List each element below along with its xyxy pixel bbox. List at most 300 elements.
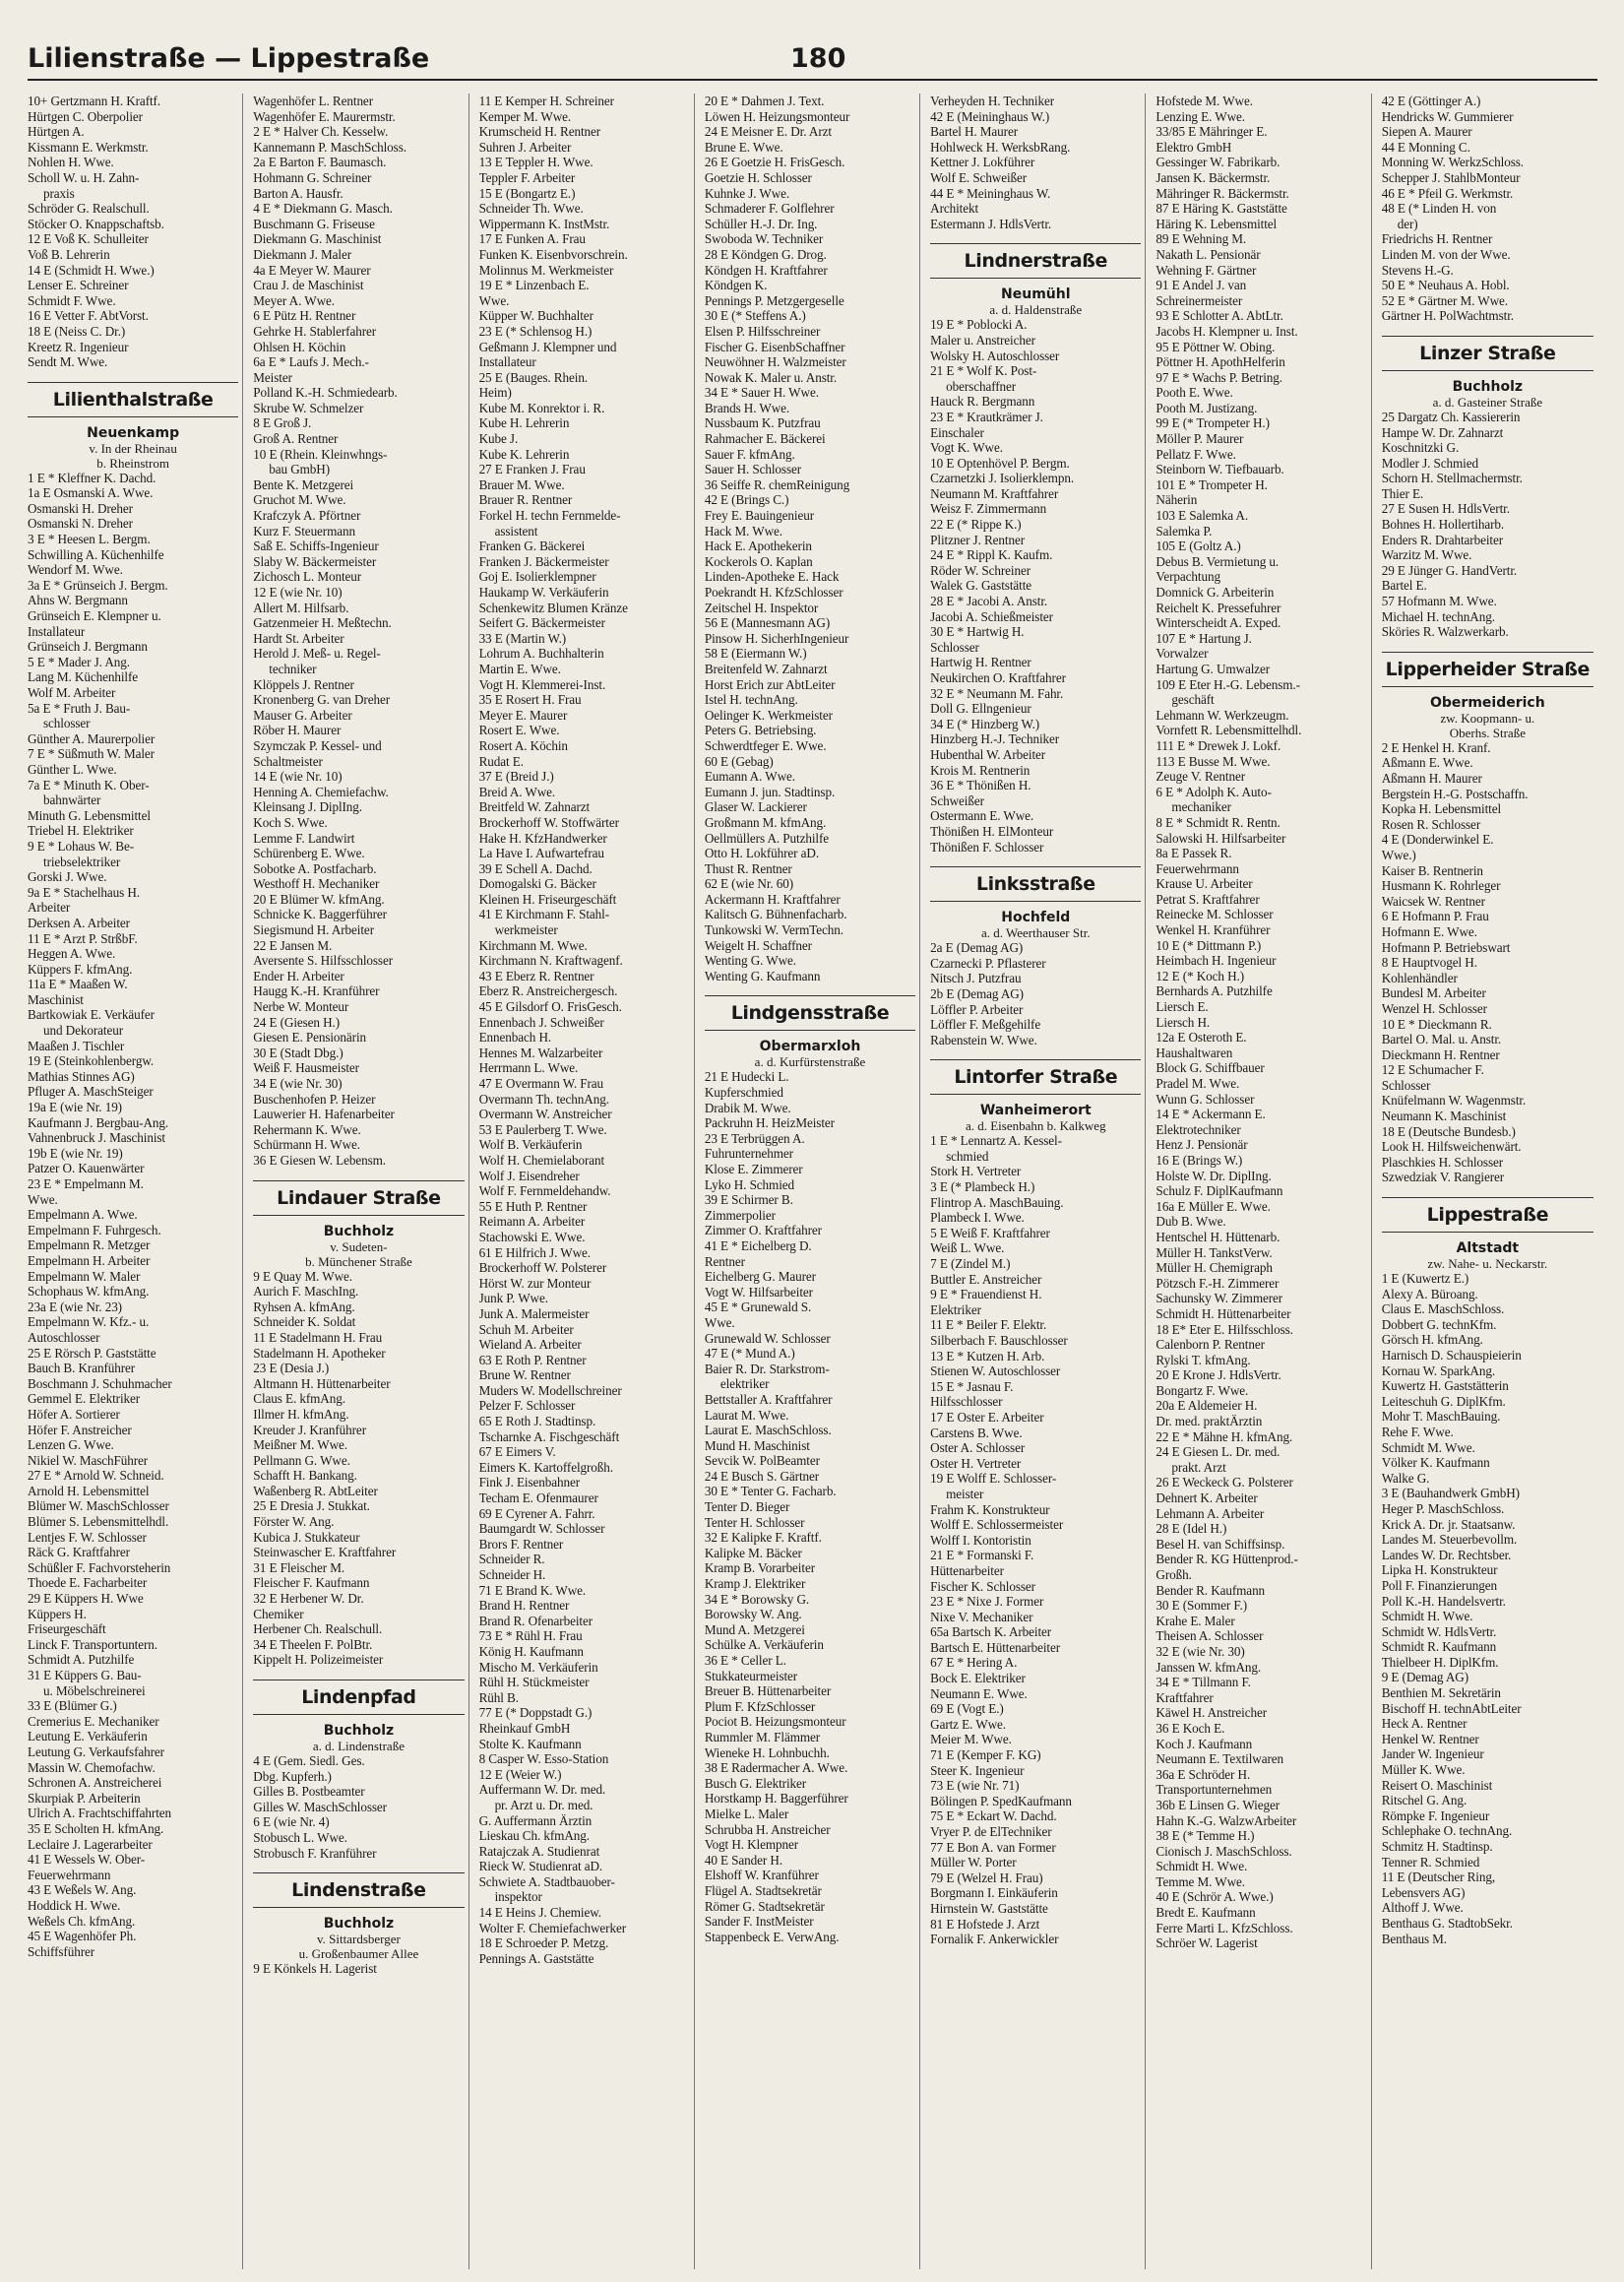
district-location-note: v. Sittardsberger — [317, 1932, 401, 1947]
resident-entry: Förster W. Ang. — [253, 1514, 335, 1530]
resident-entry: Kube H. Lehrerin — [478, 415, 570, 431]
resident-entry: triebselektriker — [43, 854, 121, 869]
resident-entry: Hürtgen C. Oberpolier — [28, 108, 143, 124]
resident-entry: Schlephake O. technAng. — [1381, 1823, 1513, 1839]
resident-entry: Schröer W. Lagerist — [1156, 1935, 1258, 1951]
resident-entry: 18 E (Neiss C. Dr.) — [28, 323, 126, 339]
resident-entry: 42 E (Meininghaus W.) — [930, 108, 1050, 124]
resident-entry: Auffermann W. Dr. med. — [478, 1782, 606, 1798]
resident-entry: 89 E Wehning M. — [1156, 231, 1247, 247]
resident-entry: Leiteschuh G. DiplKfm. — [1381, 1393, 1506, 1409]
resident-entry: Hauck R. Bergmann — [930, 394, 1035, 410]
resident-entry: Görsch H. kfmAng. — [1381, 1332, 1483, 1348]
resident-entry: Neukirchen O. Kraftfahrer — [930, 670, 1066, 685]
resident-entry: Meißner M. Wwe. — [253, 1437, 347, 1453]
resident-entry: 5 E * Mader J. Ang. — [28, 654, 130, 669]
resident-entry: 44 E * Meininghaus W. — [930, 185, 1051, 201]
resident-entry: 10 E (* Dittmann P.) — [1156, 937, 1262, 953]
resident-entry: Höfer F. Anstreicher — [28, 1422, 132, 1437]
resident-entry: 30 E (Stadt Dbg.) — [253, 1045, 344, 1060]
resident-entry: Löffler F. Meßgehilfe — [930, 1017, 1041, 1033]
resident-entry: Dobbert G. technKfm. — [1381, 1316, 1497, 1332]
resident-entry: Saß E. Schiffs-Ingenieur — [253, 539, 379, 554]
district-location-note: a. d. Eisenbahn b. Kalkweg — [965, 1118, 1106, 1134]
resident-entry: Kurz F. Steuermann — [253, 523, 355, 539]
resident-entry: Cionisch J. MaschSchloss. — [1156, 1843, 1292, 1859]
resident-entry: Bartkowiak E. Verkäufer — [28, 1007, 155, 1023]
resident-entry: Kreuder J. Kranführer — [253, 1422, 366, 1437]
resident-entry: Skrube W. Schmelzer — [253, 400, 364, 415]
resident-entry: Leclaire J. Lagerarbeiter — [28, 1836, 153, 1852]
resident-entry: 24 E Meisner E. Dr. Arzt — [704, 124, 832, 140]
resident-entry: Bender R. KG Hüttenprod.- — [1156, 1552, 1298, 1567]
resident-entry: 95 E Pöttner W. Obing. — [1156, 339, 1276, 354]
resident-entry: 4 E (Donderwinkel E. — [1381, 832, 1494, 848]
resident-entry: Techam E. Ofenmaurer — [478, 1490, 598, 1506]
resident-entry: 99 E (* Trompeter H.) — [1156, 415, 1270, 431]
resident-entry: Aurich F. MaschIng. — [253, 1284, 359, 1299]
resident-entry: Henz J. Pensionär — [1156, 1137, 1248, 1153]
resident-entry: Nixe V. Mechaniker — [930, 1609, 1033, 1624]
resident-entry: Steer K. Ingenieur — [930, 1762, 1025, 1778]
resident-entry: Gatzenmeier H. Meßtechn. — [253, 615, 392, 631]
resident-entry: Löwen H. Heizungsmonteur — [704, 108, 850, 124]
resident-entry: 69 E (Vogt E.) — [930, 1701, 1004, 1717]
resident-entry: 4 E (Gem. Siedl. Ges. — [253, 1753, 365, 1768]
directory-column — [1382, 94, 1597, 2269]
resident-entry: Wwe. — [28, 1191, 58, 1207]
resident-entry: Lauwerier H. Hafenarbeiter — [253, 1107, 395, 1122]
resident-entry: Wolff E. Schlossermeister — [930, 1517, 1064, 1533]
resident-entry: Gilles B. Postbeamter — [253, 1784, 365, 1800]
resident-entry: Mielke L. Maler — [704, 1806, 789, 1821]
resident-entry: Kube M. Konrektor i. R. — [478, 400, 605, 415]
resident-entry: Kalitsch G. Bühnenfacharb. — [704, 907, 847, 922]
resident-entry: 42 E (Göttinger A.) — [1381, 94, 1481, 108]
resident-entry: 43 E Eberz R. Rentner — [478, 968, 594, 983]
resident-entry: Bergstein H.-G. Postschaffn. — [1381, 786, 1529, 801]
resident-entry: 13 E * Kutzen H. Arb. — [930, 1348, 1045, 1363]
resident-entry: 65a Bartsch K. Arbeiter — [930, 1624, 1052, 1640]
resident-entry: 11 E Kemper H. Schreiner — [478, 94, 614, 108]
resident-entry: Bartel H. Maurer — [930, 124, 1018, 140]
district-heading: Obermeiderich — [1430, 694, 1545, 711]
resident-entry: Funken K. Eisenbvorschrein. — [478, 246, 628, 262]
resident-entry: Herrmann L. Wwe. — [478, 1060, 579, 1076]
resident-entry: bahnwärter — [43, 792, 101, 808]
resident-entry: Völker K. Kaufmann — [1381, 1455, 1490, 1471]
resident-entry: Boschmann J. Schuhmacher — [28, 1375, 172, 1391]
resident-entry: Bundesl M. Arbeiter — [1381, 985, 1486, 1001]
resident-entry: Elshoff W. Kranführer — [704, 1868, 819, 1883]
resident-entry: Groß A. Rentner — [253, 431, 339, 447]
resident-entry: 103 E Salemka A. — [1156, 508, 1249, 524]
resident-entry: 57 Hofmann M. Wwe. — [1381, 594, 1497, 609]
resident-entry: Domogalski G. Bäcker — [478, 876, 596, 892]
resident-entry: Giesen E. Pensionärin — [253, 1030, 367, 1046]
resident-entry: Thönißen F. Schlosser — [930, 839, 1044, 855]
resident-entry: Tscharnke A. Fischgeschäft — [478, 1428, 620, 1444]
resident-entry: Sevcik W. PolBeamter — [704, 1453, 820, 1469]
resident-entry: Brockerhoff W. Polsterer — [478, 1260, 607, 1276]
resident-entry: Vogt H. Klempner — [704, 1837, 799, 1853]
resident-entry: Krafczyk A. Pförtner — [253, 508, 361, 524]
resident-entry: Vornfett R. Lebensmittelhdl. — [1156, 723, 1302, 738]
resident-entry: Brauer R. Rentner — [478, 492, 573, 508]
resident-entry: Elektro GmbH — [1156, 139, 1232, 155]
resident-entry: 5a E * Fruth J. Bau- — [28, 700, 131, 716]
resident-entry: 21 E * Formanski F. — [930, 1548, 1034, 1563]
resident-entry: Carstens B. Wwe. — [930, 1425, 1023, 1440]
resident-entry: Seifert G. Bäckermeister — [478, 615, 605, 631]
resident-entry: 24 E (Giesen H.) — [253, 1014, 341, 1030]
resident-entry: Pöttner H. ApothHelferin — [1156, 354, 1285, 370]
resident-entry: Weiß L. Wwe. — [930, 1240, 1005, 1256]
resident-entry: Wolf J. Eisendreher — [478, 1168, 580, 1183]
resident-entry: 1a E Osmanski A. Wwe. — [28, 485, 154, 501]
resident-entry: Meier M. Wwe. — [930, 1732, 1012, 1747]
resident-entry: Linden M. von der Wwe. — [1381, 246, 1511, 262]
resident-entry: 17 E Funken A. Frau — [478, 231, 586, 247]
resident-entry: 26 E Goetzie H. FrisGesch. — [704, 155, 845, 170]
resident-entry: Nakath L. Pensionär — [1156, 246, 1261, 262]
resident-entry: 31 E Fleischer M. — [253, 1559, 345, 1575]
resident-entry: 45 E Gilsdorf O. FrisGesch. — [478, 999, 622, 1015]
resident-entry: Glaser W. Lackierer — [704, 799, 807, 815]
resident-entry: 48 E (* Linden H. von — [1381, 201, 1497, 217]
resident-entry: 4 E * Diekmann G. Masch. — [253, 201, 393, 217]
resident-entry: Kubica J. Stukkateur — [253, 1529, 360, 1545]
directory-column — [705, 94, 920, 2269]
resident-entry: 56 E (Mannesmann AG) — [704, 615, 831, 631]
resident-entry: Hentschel H. Hüttenarb. — [1156, 1229, 1280, 1244]
resident-entry: Hack E. Apothekerin — [704, 539, 812, 554]
resident-entry: Block G. Schiffbauer — [1156, 1060, 1265, 1076]
district-heading: Buchholz — [323, 1223, 395, 1239]
resident-entry: Fuhrunternehmer — [704, 1146, 793, 1162]
resident-entry: Küppers H. — [28, 1606, 87, 1621]
resident-entry: Tunkowski W. VermTechn. — [704, 922, 843, 938]
resident-entry: Zichosch L. Monteur — [253, 569, 362, 585]
resident-entry: 9 E * Frauendienst H. — [930, 1287, 1042, 1302]
resident-entry: Wwe.) — [1381, 847, 1416, 862]
resident-entry: Eumann J. jun. Stadtinsp. — [704, 784, 836, 799]
resident-entry: Bölingen P. SpedKaufmann — [930, 1793, 1072, 1808]
resident-entry: 7a E * Minuth K. Ober- — [28, 777, 150, 792]
resident-entry: Pötzsch F.-H. Zimmerer — [1156, 1275, 1280, 1291]
resident-entry: Benthaus G. StadtobSekr. — [1381, 1915, 1513, 1931]
resident-entry: 16a E Müller E. Wwe. — [1156, 1198, 1271, 1214]
resident-entry: Kissmann E. Werkmstr. — [28, 139, 149, 155]
resident-entry: 36 E * Thönißen H. — [930, 778, 1031, 793]
resident-entry: Aßmann H. Maurer — [1381, 771, 1482, 786]
resident-entry: Wolf B. Verkäuferin — [478, 1137, 583, 1153]
district-location-note: v. In der Rheinau — [89, 440, 177, 456]
resident-entry: Tenter H. Schlosser — [704, 1514, 805, 1530]
resident-entry: Osmanski H. Dreher — [28, 500, 133, 516]
resident-entry: 75 E * Eckart W. Dachd. — [930, 1808, 1057, 1824]
resident-entry: Pinsow H. SicherhIngenieur — [704, 630, 849, 646]
resident-entry: 36 E Koch E. — [1156, 1720, 1225, 1736]
resident-entry: Schmidt A. Putzhilfe — [28, 1652, 135, 1668]
resident-entry: Swoboda W. Techniker — [704, 231, 824, 247]
resident-entry: Thielbeer H. DiplKfm. — [1381, 1654, 1499, 1670]
resident-entry: 8 E * Schmidt R. Rentn. — [1156, 814, 1280, 830]
resident-entry: 38 E (* Temme H.) — [1156, 1828, 1255, 1844]
resident-entry: Heger P. MaschSchloss. — [1381, 1500, 1505, 1516]
resident-entry: Höfer A. Sortierer — [28, 1406, 120, 1422]
resident-entry: Römpke F. Ingenieur — [1381, 1807, 1490, 1823]
resident-entry: Geßmann J. Klempner und — [478, 339, 617, 354]
resident-entry: Brand R. Ofenarbeiter — [478, 1613, 593, 1628]
resident-entry: Ahns W. Bergmann — [28, 593, 128, 608]
resident-entry: Möller P. Maurer — [1156, 431, 1244, 447]
resident-entry: Illmer H. kfmAng. — [253, 1406, 349, 1422]
resident-entry: 41 E Wessels W. Ober- — [28, 1852, 146, 1868]
resident-entry: Sendt M. Wwe. — [28, 354, 108, 370]
resident-entry: Stachowski E. Wwe. — [478, 1229, 586, 1244]
resident-entry: Koch J. Kaufmann — [1156, 1736, 1253, 1751]
resident-entry: Schaltmeister — [253, 753, 323, 769]
resident-entry: Schneider R. — [478, 1552, 545, 1567]
resident-entry: Kuhnke J. Wwe. — [704, 185, 790, 201]
directory-column — [479, 94, 695, 2269]
resident-entry: und Dekorateur — [43, 1023, 123, 1039]
resident-entry: Kupferschmied — [704, 1085, 783, 1101]
resident-entry: Busch G. Elektriker — [704, 1775, 807, 1791]
resident-entry: Näherin — [1156, 492, 1198, 508]
district-location-note: v. Sudeten- — [330, 1238, 388, 1254]
district-heading: Obermarxloh — [759, 1039, 861, 1055]
resident-entry: 14 E Heins J. Chemiew. — [478, 1905, 601, 1921]
resident-entry: 71 E Brand K. Wwe. — [478, 1582, 587, 1598]
district-heading: Wanheimerort — [979, 1103, 1092, 1119]
resident-entry: Schmidt F. Wwe. — [28, 292, 116, 308]
resident-entry: Großh. — [1156, 1567, 1192, 1582]
resident-entry: Wippermann K. InstMstr. — [478, 216, 610, 231]
resident-entry: 15 E * Jasnau F. — [930, 1378, 1014, 1394]
resident-entry: 11 E (Deutscher Ring, — [1381, 1870, 1496, 1885]
resident-entry: 91 E Andel J. van — [1156, 278, 1247, 293]
resident-entry: Borgmann I. Einkäuferin — [930, 1885, 1058, 1901]
resident-entry: Enders R. Drahtarbeiter — [1381, 532, 1504, 547]
district-location-note: a. d. Lindenstraße — [312, 1739, 405, 1753]
resident-entry: Mund H. Maschinist — [704, 1437, 810, 1453]
resident-entry: Vahnenbruck J. Maschinist — [28, 1130, 165, 1146]
resident-entry: Friseurgeschäft — [28, 1621, 106, 1637]
resident-entry: Fischer G. EisenbSchaffner — [704, 339, 845, 354]
resident-entry: Neumann E. Wwe. — [930, 1685, 1028, 1701]
resident-entry: Strobusch F. Kranführer — [253, 1845, 377, 1861]
resident-entry: Schmaderer F. Golflehrer — [704, 201, 835, 217]
resident-entry: 21 E * Wolf K. Post- — [930, 363, 1037, 379]
resident-entry: Althoff J. Wwe. — [1381, 1900, 1464, 1916]
resident-entry: Czarnecki P. Pflasterer — [930, 955, 1046, 971]
resident-entry: 7 E (Zindel M.) — [930, 1256, 1011, 1272]
resident-entry: Wenkel H. Kranführer — [1156, 922, 1271, 938]
resident-entry: Slaby W. Bäckermeister — [253, 553, 377, 569]
resident-entry: Goj E. Isolierklempner — [478, 569, 596, 585]
street-heading: Lindgensstraße — [705, 995, 915, 1031]
resident-entry: Hirnstein W. Gaststätte — [930, 1900, 1048, 1916]
directory-column — [930, 94, 1146, 2269]
resident-entry: Hubenthal W. Arbeiter — [930, 746, 1046, 762]
resident-entry: Junk P. Wwe. — [478, 1291, 548, 1306]
resident-entry: Salemka P. — [1156, 523, 1213, 539]
resident-entry: 23 E * Nixe J. Former — [930, 1594, 1044, 1610]
resident-entry: Schronen A. Anstreicherei — [28, 1775, 162, 1791]
resident-entry: 11 E * Arzt P. StrßbF. — [28, 930, 138, 946]
resident-entry: Tenter D. Bieger — [704, 1499, 790, 1515]
resident-entry: Schuh M. Arbeiter — [478, 1321, 574, 1337]
resident-entry: Vryer P. de ElTechniker — [930, 1824, 1052, 1839]
resident-entry: 8 E Hauptvogel H. — [1381, 955, 1477, 971]
resident-entry: Empelmann W. Kfz.- u. — [28, 1314, 150, 1330]
resident-entry: Schröder G. Realschull. — [28, 201, 150, 217]
resident-entry: 39 E Schell A. Dachd. — [478, 860, 593, 876]
resident-entry: Goetzie H. Schlosser — [704, 169, 812, 185]
resident-entry: Henning A. Chemiefachw. — [253, 784, 389, 799]
resident-entry: Mähringer R. Bäckermstr. — [1156, 185, 1289, 201]
resident-entry: Buschenhofen P. Heizer — [253, 1091, 376, 1107]
street-heading: Lipperheider Straße — [1382, 652, 1593, 687]
resident-entry: Pooth E. Wwe. — [1156, 385, 1233, 401]
resident-entry: Bernhards A. Putzhilfe — [1156, 983, 1273, 999]
resident-entry: Pfluger A. MaschSteiger — [28, 1084, 154, 1100]
resident-entry: bau GmbH) — [269, 462, 331, 477]
directory-columns — [28, 94, 1597, 2269]
resident-entry: Hartung G. Umwalzer — [1156, 661, 1271, 676]
resident-entry: Laurat M. Wwe. — [704, 1407, 789, 1423]
resident-entry: 23 E * Krautkrämer J. — [930, 409, 1043, 424]
directory-column — [253, 94, 468, 2269]
resident-entry: 55 E Huth P. Rentner — [478, 1198, 588, 1214]
resident-entry: Diekmann G. Maschinist — [253, 231, 382, 247]
resident-entry: Günther L. Wwe. — [28, 761, 117, 777]
resident-entry: 18 E (Deutsche Bundesb.) — [1381, 1123, 1516, 1139]
resident-entry: Kopka H. Lebensmittel — [1381, 801, 1502, 817]
resident-entry: 18 E Schroeder P. Metzg. — [478, 1935, 609, 1951]
resident-entry: Lieskau Ch. kfmAng. — [478, 1828, 590, 1844]
page-title: Lilienstraße — Lippestraße — [28, 43, 430, 74]
resident-entry: 109 E Eter H.-G. Lebensm.- — [1156, 676, 1300, 692]
resident-entry: 34 E * Sauer H. Wwe. — [704, 385, 819, 401]
resident-entry: 38 E Radermacher A. Wwe. — [704, 1760, 848, 1776]
resident-entry: Rosert E. Wwe. — [478, 723, 560, 738]
resident-entry: 25 Dargatz Ch. Kassiererin — [1381, 409, 1521, 424]
resident-entry: 20 E * Dahmen J. Text. — [704, 94, 825, 108]
resident-entry: Plum F. KfzSchlosser — [704, 1698, 816, 1714]
resident-entry: Ackermann H. Kraftfahrer — [704, 891, 841, 907]
resident-entry: Großmann M. kfmAng. — [704, 814, 827, 830]
resident-entry: Meyer A. Wwe. — [253, 292, 335, 308]
resident-entry: Hahn K.-G. WalzwArbeiter — [1156, 1812, 1297, 1828]
resident-entry: Meyer E. Maurer — [478, 707, 568, 723]
resident-entry: Baumgardt W. Schlosser — [478, 1521, 605, 1537]
resident-entry: Lenzen G. Wwe. — [28, 1437, 114, 1453]
resident-entry: Schmidt H. Hüttenarbeiter — [1156, 1305, 1291, 1321]
resident-entry: Linck F. Transportuntern. — [28, 1636, 157, 1652]
resident-entry: Transportunternehmen — [1156, 1782, 1273, 1798]
resident-entry: 30 E * Tenter G. Facharb. — [704, 1484, 837, 1499]
resident-entry: Barton A. Hausfr. — [253, 185, 344, 201]
district-heading: Buchholz — [323, 1723, 395, 1739]
resident-entry: Brockerhoff W. Stoffwärter — [478, 814, 619, 830]
district-location-note: zw. Koopmann- u. — [1440, 710, 1535, 726]
resident-entry: Wwe. — [704, 1314, 735, 1330]
resident-entry: Wenting G. Wwe. — [704, 953, 796, 969]
resident-entry: Frey E. Bauingenieur — [704, 508, 815, 524]
resident-entry: Stöcker O. Knappschaftsb. — [28, 216, 164, 231]
resident-entry: 34 E (wie Nr. 30) — [253, 1076, 343, 1091]
resident-entry: Schmidt H. Wwe. — [1381, 1609, 1473, 1624]
resident-entry: Steinborn W. Tiefbauarb. — [1156, 462, 1284, 477]
resident-entry: Chemiker — [253, 1606, 304, 1621]
resident-entry: Reisert O. Maschinist — [1381, 1777, 1493, 1793]
resident-entry: Schwilling A. Küchenhilfe — [28, 546, 164, 562]
resident-entry: Haushaltwaren — [1156, 1045, 1233, 1060]
district-heading: Buchholz — [323, 1916, 395, 1933]
resident-entry: 3a E * Grünseich J. Bergm. — [28, 577, 168, 593]
resident-entry: Vogt K. Wwe. — [930, 440, 1003, 456]
resident-entry: 35 E Rosert H. Frau — [478, 692, 582, 708]
resident-entry: 28 E Köndgen G. Drog. — [704, 246, 827, 262]
resident-entry: 8 E Groß J. — [253, 415, 312, 431]
resident-entry: Reichelt K. Pressefuhrer — [1156, 600, 1281, 615]
resident-entry: 18 E* Eter E. Hilfsschloss. — [1156, 1321, 1293, 1337]
resident-entry: Bettstaller A. Kraftfahrer — [704, 1391, 833, 1407]
resident-entry: Plambeck I. Wwe. — [930, 1210, 1025, 1226]
resident-entry: Lipka H. Konstrukteur — [1381, 1562, 1498, 1578]
resident-entry: Leutung E. Verkäuferin — [28, 1729, 148, 1744]
resident-entry: Bauch B. Kranführer — [28, 1361, 136, 1376]
resident-entry: 19 E * Linzenbach E. — [478, 278, 590, 293]
resident-entry: Mischo M. Verkäuferin — [478, 1659, 598, 1675]
resident-entry: Kalipke M. Bäcker — [704, 1545, 802, 1560]
resident-entry: 42 E (Brings C.) — [704, 492, 789, 508]
resident-entry: Eberz R. Anstreichergesch. — [478, 983, 618, 999]
resident-entry: 27 E * Arnold W. Schneid. — [28, 1468, 164, 1484]
resident-entry: Teppler F. Arbeiter — [478, 169, 576, 185]
resident-entry: Empelmann W. Maler — [28, 1268, 141, 1284]
resident-entry: 105 E (Goltz A.) — [1156, 539, 1241, 554]
resident-entry: Fink J. Eisenbahner — [478, 1475, 581, 1490]
resident-entry: Rabenstein W. Wwe. — [930, 1032, 1037, 1047]
resident-entry: Dub B. Wwe. — [1156, 1214, 1226, 1230]
resident-entry: Gemmel E. Elektriker — [28, 1391, 141, 1407]
resident-entry: Landes W. Dr. Rechtsber. — [1381, 1547, 1512, 1562]
resident-entry: werkmeister — [494, 922, 558, 938]
resident-entry: Hack M. Wwe. — [704, 523, 782, 539]
resident-entry: Kaiser B. Rentnerin — [1381, 862, 1483, 878]
resident-entry: Oster H. Vertreter — [930, 1455, 1022, 1471]
resident-entry: 34 E Theelen F. PolBtr. — [253, 1636, 373, 1652]
resident-entry: 32 E Kalipke F. Kraftf. — [704, 1530, 822, 1546]
resident-entry: Gärtner H. PolWachtmstr. — [1381, 308, 1514, 324]
resident-entry: Hofstede M. Wwe. — [1156, 94, 1253, 108]
resident-entry: Stukkateurmeister — [704, 1668, 798, 1683]
page-header — [28, 39, 1597, 81]
district-location-note: a. d. Weerthauser Str. — [980, 925, 1091, 941]
resident-entry: Rehermann K. Wwe. — [253, 1121, 361, 1137]
resident-entry: Schenkewitz Blumen Kränze — [478, 600, 628, 615]
resident-entry: Grunewald W. Schlosser — [704, 1330, 831, 1346]
resident-entry: Claus E. MaschSchloss. — [1381, 1301, 1505, 1317]
street-heading: Linksstraße — [930, 866, 1141, 902]
resident-entry: Meister — [253, 369, 292, 385]
resident-entry: Ferre Marti L. KfzSchloss. — [1156, 1920, 1293, 1935]
resident-entry: Eumann A. Wwe. — [704, 769, 795, 785]
